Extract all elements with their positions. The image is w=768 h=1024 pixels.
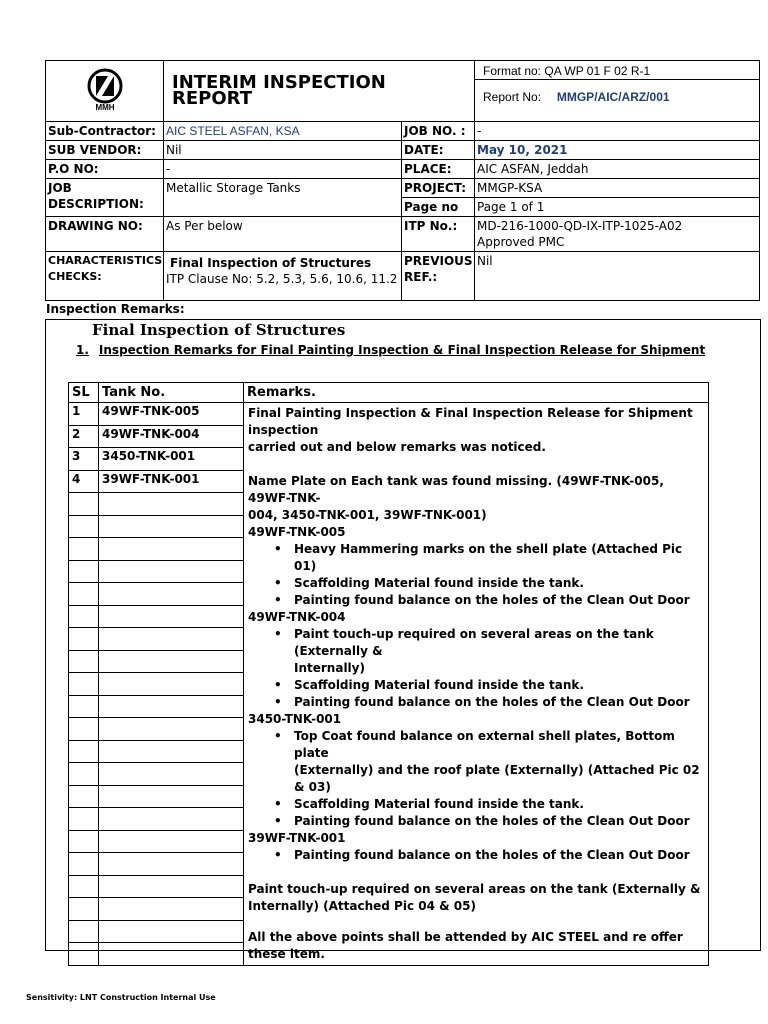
tank-cell: 49WF-TNK-004 — [99, 425, 244, 448]
previous-ref-value: Nil — [475, 252, 760, 301]
characteristics-checks-label: CHARACTERISTICS CHECKS: — [46, 252, 164, 301]
report-number-row — [475, 80, 759, 121]
drawing-no-label: DRAWING NO: — [46, 217, 164, 252]
characteristics-checks-value: Final Inspection of Structures ITP Clause No: 5.2, 5.3, 5.6, 10.6, 11.2 — [164, 252, 402, 301]
tank-cell: 39WF-TNK-001 — [99, 470, 244, 493]
format-number: Format no: QA WP 01 F 02 R-1 — [475, 61, 759, 80]
subcontractor-value: AIC STEEL ASFAN, KSA — [164, 122, 402, 141]
job-no-value: - — [475, 122, 760, 141]
date-value: May 10, 2021 — [475, 141, 760, 160]
sensitivity-footer: Sensitivity: LNT Construction Internal Use — [26, 993, 216, 1002]
tank-cell: 49WF-TNK-005 — [99, 403, 244, 426]
sl-cell: 1 — [69, 403, 99, 426]
report-no-value: MMGP/AIC/ARZ/001 — [556, 90, 670, 104]
report-meta-cell — [475, 61, 760, 122]
sl-cell: 3 — [69, 448, 99, 471]
lt-logo-icon — [84, 67, 126, 111]
po-no-label: P.O NO: — [46, 160, 164, 179]
place-value: AIC ASFAN, Jeddah — [475, 160, 760, 179]
tank-header: Tank No. — [99, 383, 244, 403]
report-no-label: Report No: — [483, 90, 542, 104]
page-no-value: Page 1 of 1 — [475, 198, 760, 217]
remarks-header: Remarks. — [244, 383, 709, 403]
place-label: PLACE: — [402, 160, 475, 179]
sl-header: SL — [69, 383, 99, 403]
po-no-value: - — [164, 160, 402, 179]
table-row — [69, 403, 709, 426]
logo-cell — [46, 61, 164, 122]
remarks-cell: Final Painting Inspection & Final Inspection Release for Shipment inspection carried out and below remarks was noticed. Name Plate on Each tank was found missing. (49WF-TNK-005, 49WF-TNK- 004, 3450-TNK-001, 39WF-TNK-001) 49WF-TNK-005 • Heavy Hammering marks on the shell plate (Attached Pic 01) • Scaffolding Material found inside the tank. • Painting found balance on the holes of the Clean Out Door 49WF-TNK-004 • Paint touch-up required on several areas on the tank (Externally & Internally) • Scaffolding Material found inside the tank. • Painting found balance on the holes of the Clean Out Door 3450-TNK-001 • Top Coat found balance on external shell plates, Bottom plate (Externally) and the roof plate (Externally) (Attached Pic 02 & 03) • Scaffolding Material found inside the tank. • Painting found balance on the holes of the Clean Out Door 39WF-TNK-001 • Painting found balance on the holes of the Clean Out Door Paint touch-up required on several areas on the tank (Externally & Internally) (Attached Pic 04 & 05) All the above points shall be attended by AIC STEEL and re offer these item. — [244, 403, 709, 966]
inspection-remarks-label: Inspection Remarks: — [46, 302, 185, 316]
itp-no-label: ITP No.: — [402, 217, 475, 252]
section-title: Final Inspection of Structures — [92, 321, 346, 339]
page-no-label: Page no — [402, 198, 475, 217]
job-description-value: Metallic Storage Tanks — [164, 179, 402, 217]
job-description-label: JOB DESCRIPTION: — [46, 179, 164, 217]
sub-vendor-label: SUB VENDOR: — [46, 141, 164, 160]
drawing-no-value: As Per below — [164, 217, 402, 252]
project-value: MMGP-KSA — [475, 179, 760, 198]
point-number: 1. — [76, 343, 89, 357]
job-no-label: JOB NO. : — [402, 122, 475, 141]
point-text: Inspection Remarks for Final Painting Inspection & Final Inspection Release for Shipment — [98, 343, 706, 357]
sl-cell: 2 — [69, 425, 99, 448]
previous-ref-label: PREVIOUS REF.: — [402, 252, 475, 301]
itp-no-value: MD-216-1000-QD-IX-ITP-1025-A02 Approved PMC — [475, 217, 760, 252]
subcontractor-label: Sub-Contractor: — [46, 122, 164, 141]
tank-cell: 3450-TNK-001 — [99, 448, 244, 471]
date-label: DATE: — [402, 141, 475, 160]
tank-remarks-table — [68, 382, 709, 966]
project-label: PROJECT: — [402, 179, 475, 198]
report-title: INTERIM INSPECTION REPORT — [164, 61, 475, 122]
sl-cell: 4 — [69, 470, 99, 493]
sub-vendor-value: Nil — [164, 141, 402, 160]
report-header-table — [45, 60, 760, 301]
inspection-remarks-box — [45, 319, 761, 961]
remark-point-1 — [76, 343, 705, 357]
logo-text: MMH — [94, 103, 115, 111]
